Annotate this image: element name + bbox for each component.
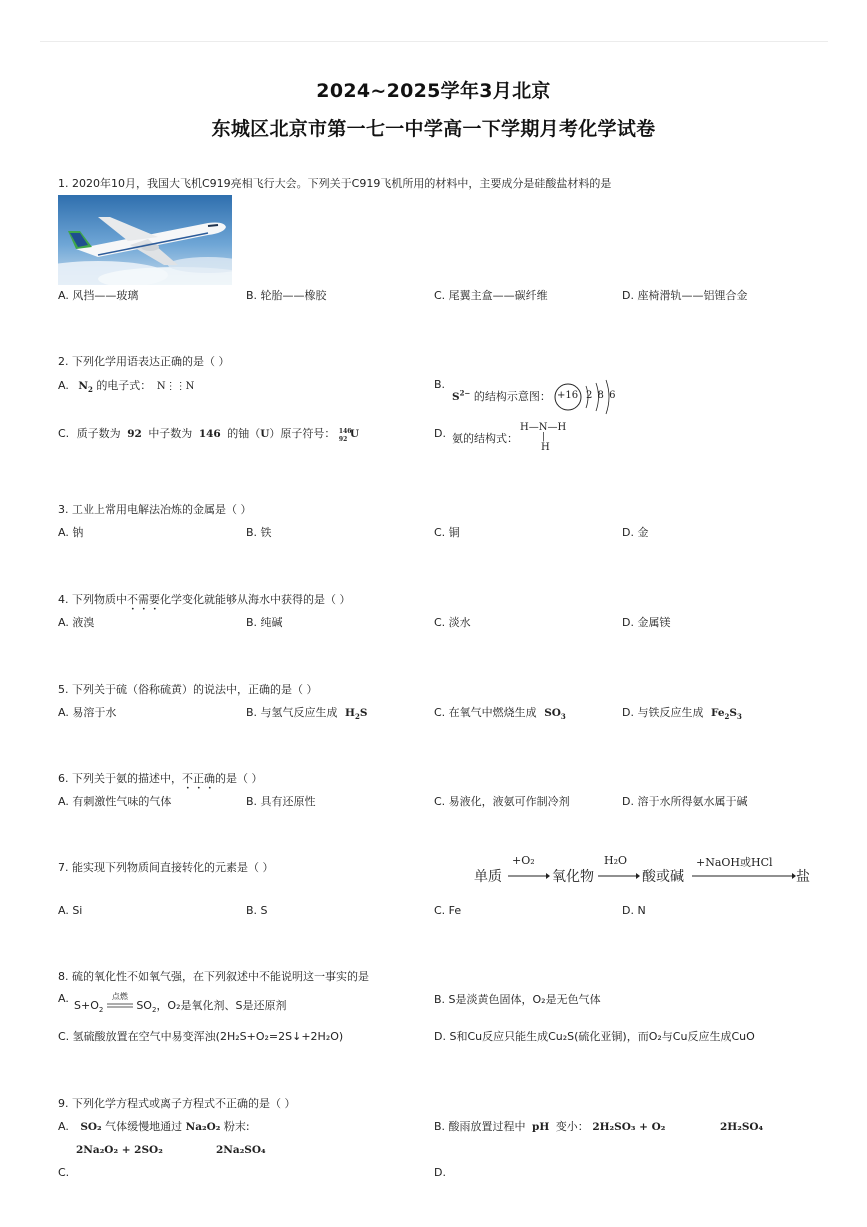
q5-b-s1: 2 [354,712,360,722]
q9-b-equation-rhs: 2H₂SO₄ [720,1121,764,1133]
q3-option-a: A. 钠 [58,526,84,539]
q7-species-3: 酸或碱 [642,869,684,885]
q5-b-text: B. 与氢气反应生成 [246,706,338,719]
q8-a-label: A. [58,992,69,1005]
q2-b-ion: S [452,391,460,403]
q7-condition-2: H₂O [604,854,628,867]
q2-c-atom: U [349,428,360,440]
q4-stem-post: 化学变化就能够从海水中获得的是（ ） [160,593,351,606]
q4-stem-emphasis: 不需要 [127,593,160,606]
q6-option-a: A. 有刺激性气味的气体 [58,795,172,808]
q5-b-f1: H [345,707,355,719]
q1-stem: 1. 2020年10月，我国大飞机C919亮相飞行大会。下列关于C919飞机所用的材料中，主要成分是硅酸盐材料的是 [58,177,612,190]
q2-d-label: D. [434,427,446,440]
q4-option-a: A. 液溴 [58,616,95,629]
q7-condition-1: +O₂ [512,854,535,867]
q9-a-label: A. [58,1120,69,1133]
q5-c-s1: 3 [560,712,566,722]
q2-c-text2: 中子数为 [148,427,193,440]
q9-a-mid: 气体缓慢地通过 [105,1120,183,1133]
q5-option-b [246,706,367,720]
q9-b-text: B. 酸雨放置过程中 [434,1120,526,1133]
q9-a-equation-lhs: 2Na₂O₂ + 2SO₂ [76,1144,163,1156]
q7-reaction-scheme [474,854,814,888]
q8-option-c: C. 氢硫酸放置在空气中易变浑浊(2H₂S+O₂=2S↓+2H₂O) [58,1030,344,1043]
q9-stem: 9. 下列化学方程式或离子方程式不正确的是（ ） [58,1097,296,1110]
q8-a-equals-sign [107,1003,133,1009]
q2-d-ammonia-structure [520,422,580,456]
q5-b-f2: S [359,707,368,719]
q5-d-s1: 2 [724,712,730,722]
q2-c-mass: 146 [338,428,352,435]
q8-option-b: B. S是淡黄色固体，O₂是无色气体 [434,993,601,1006]
q7-option-c: C. Fe [434,904,462,917]
q7-arrow-2 [598,872,640,880]
q6-stem-post: 的是（ ） [215,772,263,785]
q6-option-d: D. 溶于水所得氨水属于碱 [622,795,748,808]
q3-stem: 3. 工业上常用电解法冶炼的金属是（ ） [58,503,252,516]
q5-d-text: D. 与铁反应生成 [622,706,704,719]
q8-a-rhs: SO [136,999,152,1012]
q2-b-nucleus: +16 [557,390,579,401]
q6-stem-emphasis: 不正确 [182,772,215,785]
q9-a-equation-rhs: 2Na₂SO₄ [216,1144,266,1156]
q4-stem [58,593,351,613]
q2-c-text3: 的铀（ [227,427,261,440]
q7-arrow-1 [508,872,550,880]
q8-option-d: D. S和Cu反应只能生成Cu₂S(硫化亚铜)，而O₂与Cu反应生成CuO [434,1030,755,1043]
q5-option-c [434,706,566,720]
q1-option-a: A. 风挡——玻璃 [58,289,139,302]
q9-a-f1: SO₂ [80,1121,102,1133]
q9-a-tail: 粉末: [223,1120,250,1133]
q2-d-struct-top: H—N—H [520,422,567,433]
q7-species-4: 盐 [796,869,810,885]
q9-b-mid: 变小： [555,1120,589,1133]
q2-a-text: 的电子式： [96,379,152,392]
q5-stem: 5. 下列关于硫（俗称硫黄）的说法中，正确的是（ ） [58,683,318,696]
q5-option-d [622,706,742,720]
q2-a-label: A. [58,379,69,392]
q7-stem: 7. 能实现下列物质间直接转化的元素是（ ） [58,861,274,874]
q6-stem-pre: 6. 下列关于氨的描述中， [58,772,182,785]
q4-stem-pre: 4. 下列物质中 [58,593,127,606]
c919-airplane-image [58,195,232,285]
q9-option-b [434,1120,665,1134]
top-divider [40,41,828,42]
q8-a-lhs: S+O [74,999,99,1012]
q2-b-charge: 2− [459,388,471,398]
page-title-line1: 2024~2025学年3月北京 [316,80,551,102]
q9-a-f2: Na₂O₂ [185,1121,221,1133]
q7-option-d: D. N [622,904,646,917]
q7-condition-3: +NaOH或HCl [696,856,773,869]
q6-option-c: C. 易液化，液氨可作制冷剂 [434,795,570,808]
q3-option-c: C. 铜 [434,526,460,539]
q2-c-n2: 146 [198,428,221,440]
q2-d-struct-bottom: H [541,442,550,453]
q1-option-c: C. 尾翼主盒——碳纤维 [434,289,548,302]
q1-option-b: B. 轮胎——橡胶 [246,289,327,302]
q8-a-rhs-sub: 2 [151,1006,157,1015]
q3-option-d: D. 金 [622,526,649,539]
q9-b-equation-lhs: 2H₂SO₃ + O₂ [592,1121,666,1133]
q7-option-a: A. Si [58,904,83,917]
q5-option-a: A. 易溶于水 [58,706,117,719]
q1-option-d: D. 座椅滑轨——铝锂合金 [622,289,748,302]
q7-option-b: B. S [246,904,268,917]
page-title-line2: 东城区北京市第一七一中学高一下学期月考化学试卷 [211,118,656,140]
q9-b-ph: pH [532,1121,550,1133]
q2-c-atomic: 92 [338,436,348,443]
q2-b-structure-diagram [552,378,622,416]
q2-option-a [58,379,194,394]
q8-stem: 8. 硫的氧化性不如氧气强，在下列叙述中不能说明这一事实的是 [58,970,369,983]
q2-c-label: C. [58,427,70,440]
q2-c-text1: 质子数为 [76,427,121,440]
q4-option-d: D. 金属镁 [622,616,671,629]
q5-d-f1: Fe [710,707,725,719]
q8-option-a [74,992,287,1015]
q2-d-struct-bond: | [542,432,546,442]
q2-option-c [58,427,363,441]
q7-species-1: 单质 [474,869,502,885]
q2-option-b [452,390,551,404]
q2-a-electron-dot: N⋮⋮N [156,381,195,392]
q8-a-lhs-sub: 2 [98,1006,104,1015]
q2-b-label: B. [434,378,446,391]
q3-option-b: B. 铁 [246,526,272,539]
q9-option-c: C. [58,1166,70,1179]
q5-c-f1: SO [544,707,561,719]
q6-stem [58,772,263,792]
q2-b-text: 的结构示意图： [473,390,551,403]
q2-d-text: 氨的结构式： [452,432,518,445]
q7-arrow-3 [692,872,796,880]
q4-option-c: C. 淡水 [434,616,471,629]
q8-a-condition: 点燃 [111,992,128,1001]
q2-c-text4: ）原子符号： [269,427,336,440]
q7-species-2: 氧化物 [552,869,594,885]
q2-c-n1: 92 [127,428,142,440]
q9-option-a [58,1120,250,1134]
q8-a-tail: ，O₂是氧化剂、S是还原剂 [156,999,287,1012]
q2-c-sym: U [260,428,270,440]
q9-option-d: D. [434,1166,446,1179]
q6-option-b: B. 具有还原性 [246,795,316,808]
q5-c-text: C. 在氧气中燃烧生成 [434,706,537,719]
q5-d-s2: 3 [737,712,742,722]
q2-b-shells: 2 8 6 [586,390,617,401]
q2-a-subscript: 2 [87,385,93,395]
q5-d-f2: S [729,707,737,719]
q4-option-b: B. 纯碱 [246,616,283,629]
q2-stem: 2. 下列化学用语表达正确的是（ ） [58,355,230,368]
q2-a-formula: N [78,380,88,392]
